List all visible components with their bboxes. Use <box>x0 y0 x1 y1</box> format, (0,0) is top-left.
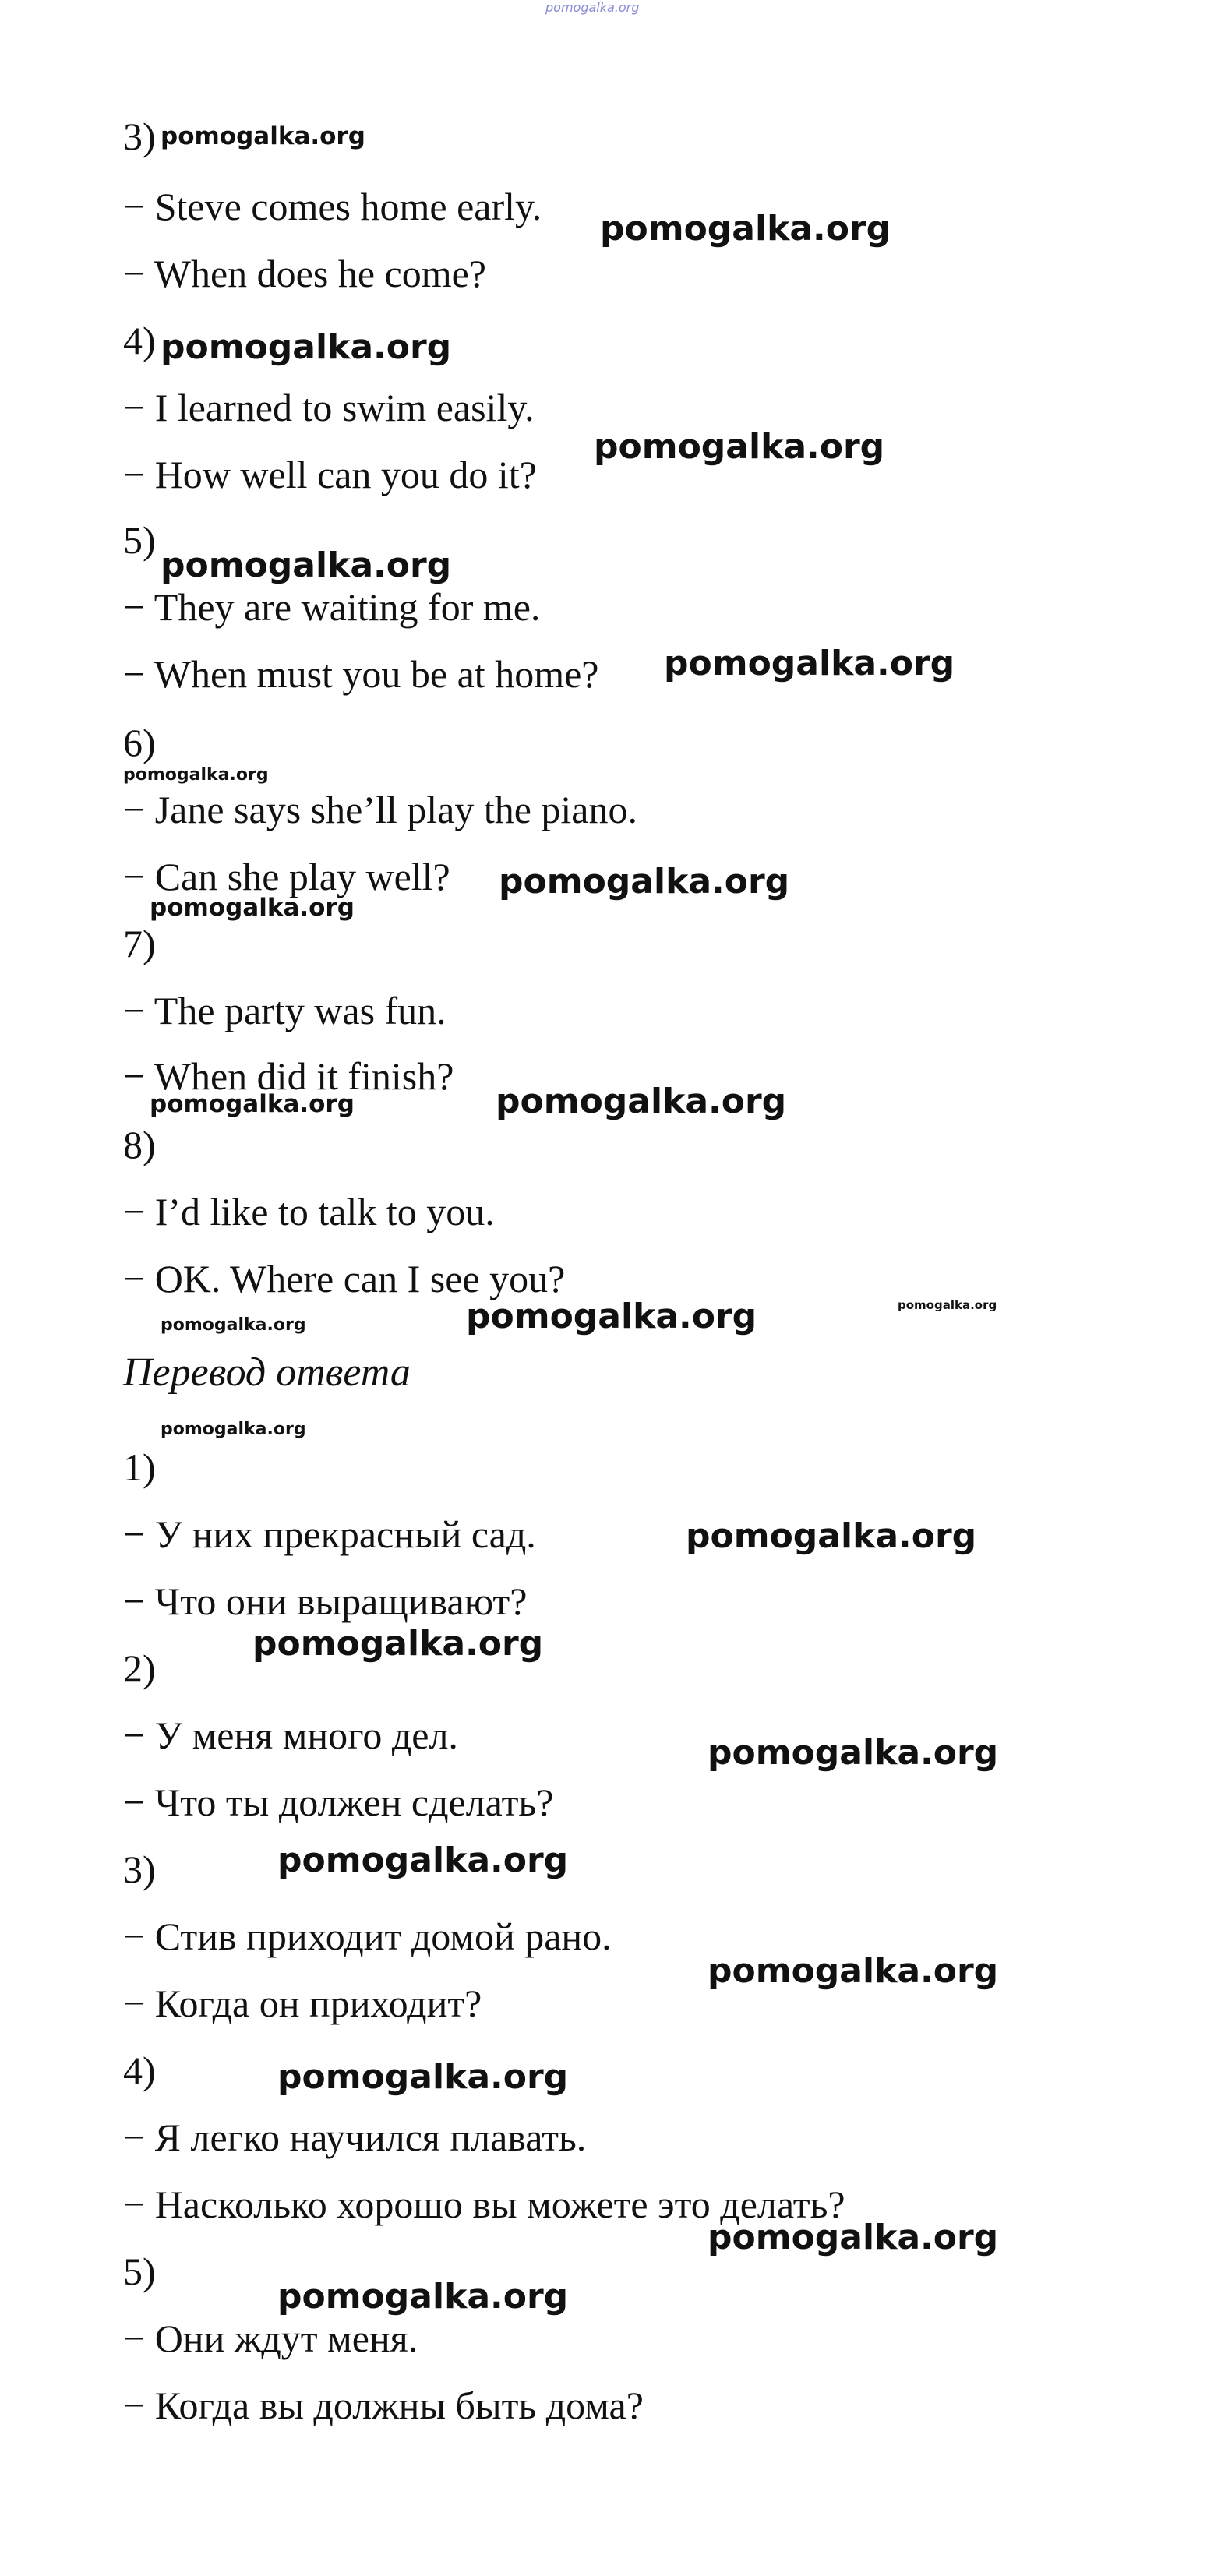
watermark: pomogalka.org <box>466 1297 757 1336</box>
item-number-3: 3) <box>123 115 156 158</box>
item-number-4: 4) <box>123 2048 156 2092</box>
dialog-line: − How well can you do it? <box>123 453 537 496</box>
dialog-line: − Что ты должен сделать? <box>123 1780 554 1824</box>
dialog-line: − Что они выращивают? <box>123 1579 528 1623</box>
item-number-8: 8) <box>123 1123 156 1166</box>
watermark: pomogalka.org <box>252 1624 544 1664</box>
watermark: pomogalka.org <box>664 644 955 683</box>
section-heading: Перевод ответа <box>123 1350 411 1395</box>
item-number-7: 7) <box>123 922 156 965</box>
watermark: pomogalka.org <box>161 122 365 150</box>
watermark: pomogalka.org <box>150 1090 355 1118</box>
dialog-line: − They are waiting for me. <box>123 585 541 629</box>
item-number-5: 5) <box>123 2250 156 2293</box>
item-number-6: 6) <box>123 721 156 764</box>
dialog-line: − When must you be at home? <box>123 652 599 696</box>
watermark: pomogalka.org <box>708 1733 999 1773</box>
dialog-line: − Я легко научился плавать. <box>123 2115 587 2159</box>
watermark: pomogalka.org <box>277 1840 569 1880</box>
watermark: pomogalka.org <box>686 1516 977 1556</box>
item-number-3: 3) <box>123 1847 156 1891</box>
item-number-4: 4) <box>123 319 156 362</box>
dialog-line: − The party was fun. <box>123 989 446 1032</box>
item-number-1: 1) <box>123 1445 156 1489</box>
watermark: pomogalka.org <box>161 1420 306 1439</box>
dialog-line: − У меня много дел. <box>123 1713 458 1757</box>
watermark: pomogalka.org <box>123 765 269 785</box>
dialog-line: − Jane says she’ll play the piano. <box>123 788 637 831</box>
watermark: pomogalka.org <box>600 209 891 249</box>
watermark: pomogalka.org <box>496 1082 787 1121</box>
item-number-2: 2) <box>123 1646 156 1690</box>
watermark: pomogalka.org <box>594 427 885 467</box>
watermark: pomogalka.org <box>161 545 452 585</box>
watermark: pomogalka.org <box>277 2277 569 2317</box>
watermark: pomogalka.org <box>898 1298 997 1312</box>
dialog-line: − Стив приходит домой рано. <box>123 1914 612 1958</box>
watermark-top: pomogalka.org <box>545 0 640 15</box>
dialog-line: − OK. Where can I see you? <box>123 1257 566 1300</box>
item-number-5: 5) <box>123 518 156 562</box>
dialog-line: − Steve comes home early. <box>123 185 542 228</box>
watermark: pomogalka.org <box>708 2218 999 2257</box>
dialog-line: − У них прекрасный сад. <box>123 1512 536 1556</box>
watermark: pomogalka.org <box>161 327 452 367</box>
dialog-line: − Они ждут меня. <box>123 2317 418 2360</box>
dialog-line: − I learned to swim easily. <box>123 386 535 429</box>
dialog-line: − Насколько хорошо вы можете это делать? <box>123 2183 845 2226</box>
dialog-line: − Can she play well? <box>123 855 450 898</box>
dialog-line: − Когда вы должны быть дома? <box>123 2384 644 2427</box>
watermark: pomogalka.org <box>708 1951 999 1991</box>
dialog-line: − Когда он приходит? <box>123 1981 482 2025</box>
watermark: pomogalka.org <box>499 862 790 902</box>
dialog-line: − When did it finish? <box>123 1054 454 1098</box>
dialog-line: − When does he come? <box>123 252 486 295</box>
dialog-line: − I’d like to talk to you. <box>123 1190 495 1233</box>
watermark: pomogalka.org <box>277 2057 569 2097</box>
watermark: pomogalka.org <box>150 894 355 922</box>
watermark: pomogalka.org <box>161 1315 306 1335</box>
